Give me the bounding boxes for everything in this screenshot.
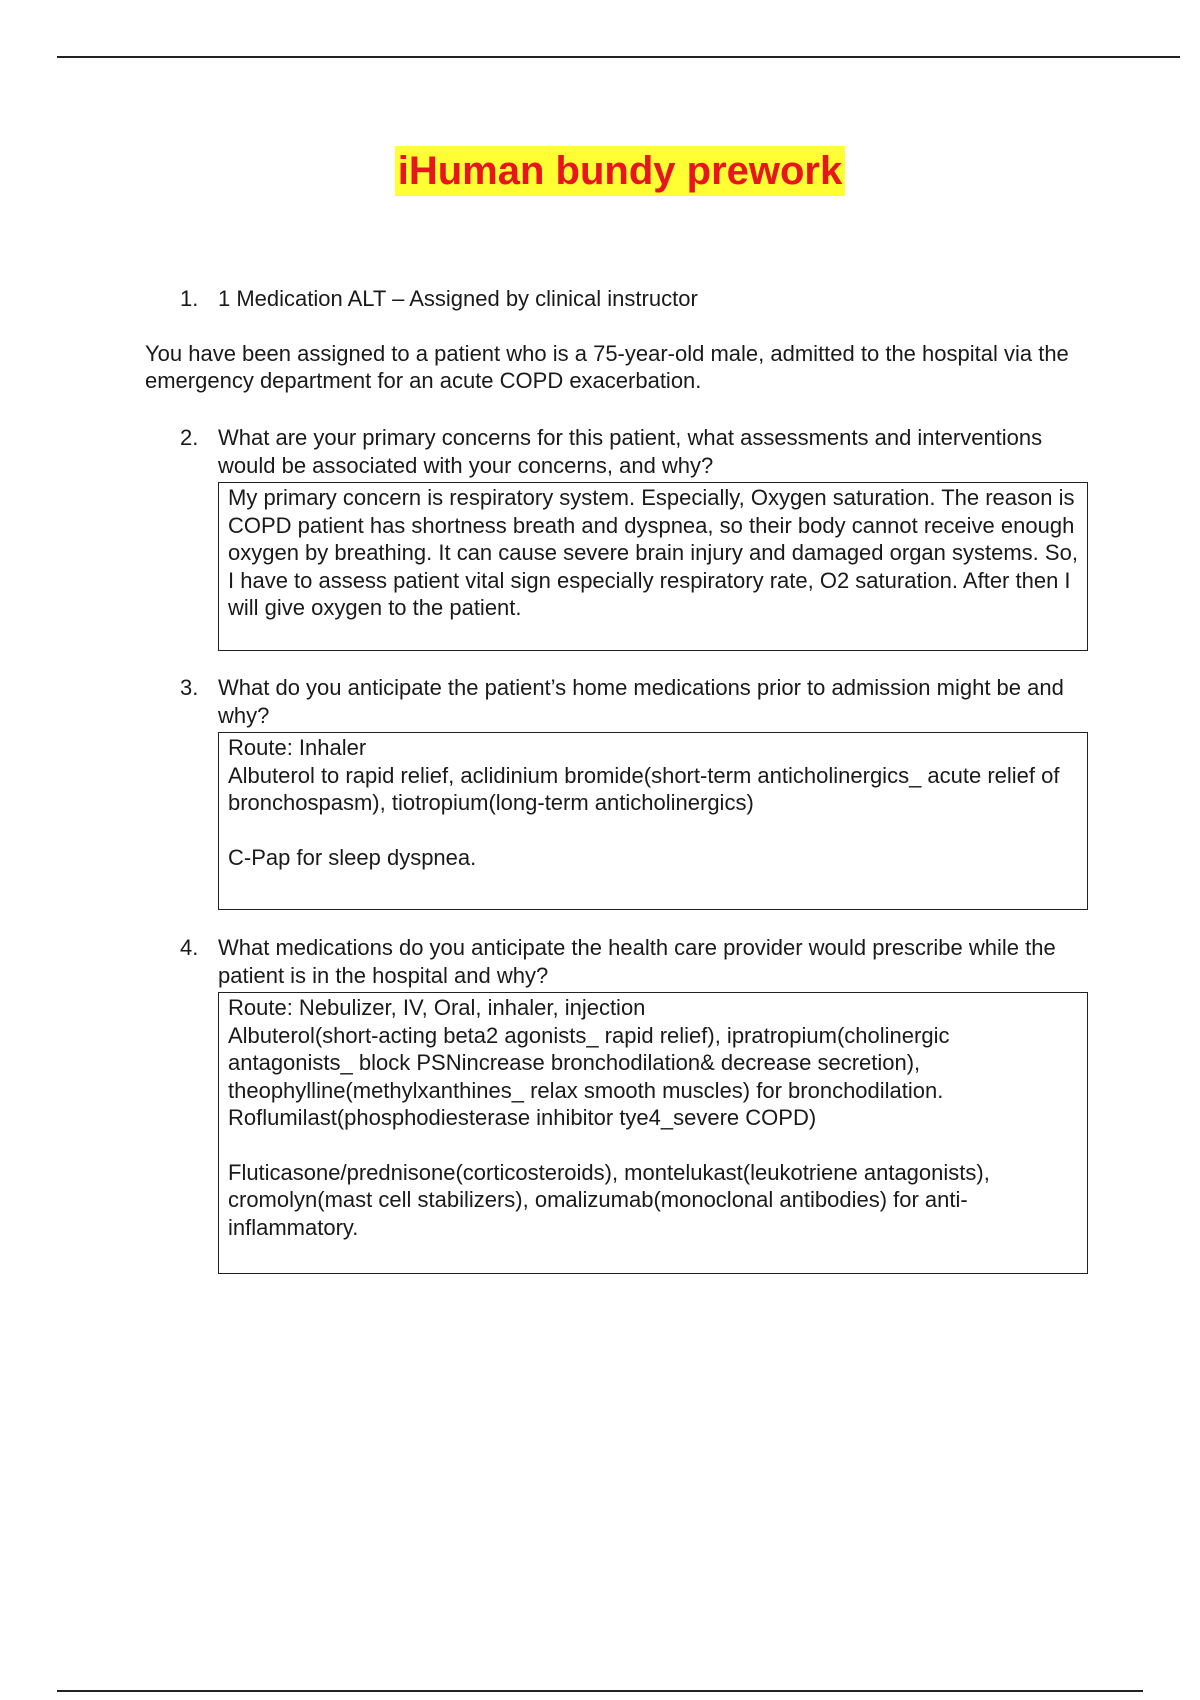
- question-text: What do you anticipate the patient’s home medications prior to admission might be and why?: [218, 675, 1064, 728]
- question-text: What are your primary concerns for this patient, what assessments and interventions would be associated with your concerns, and why?: [218, 425, 1043, 478]
- page-title: iHuman bundy prework: [395, 146, 846, 196]
- item-number: 2.: [180, 425, 199, 450]
- item-number: 1.: [180, 286, 199, 311]
- bottom-rule: [57, 1690, 1143, 1692]
- title-wrap: [0, 146, 1200, 196]
- answer-box-4: [218, 992, 1088, 1274]
- answer-box-2: [218, 482, 1088, 651]
- answer-bronchodilators: Albuterol(short-acting beta2 agonists_ rapid relief), ipratropium(cholinergic antagonists_ block PSNincrease bronchodilation& decrease secretion), theophylline(methylxanthines_ relax smooth muscles) for bronchodilation. Roflumilast(phosphodiesterase inhibitor tye4_severe COPD): [228, 1022, 950, 1130]
- answer-text: My primary concern is respiratory system. Especially, Oxygen saturation. The reason is COPD patient has shortness breath and dyspnea, so their body cannot receive enough oxygen by breathing. It can cause severe brain injury and damaged organ systems. So, I have to assess patient vital sign especially respiratory rate, O2 saturation. After then I will give oxygen to the patient.: [228, 485, 1078, 620]
- item-number: 3.: [180, 675, 199, 700]
- item-text: 1 Medication ALT – Assigned by clinical instructor: [218, 286, 698, 311]
- answer-route: Route: Inhaler: [228, 735, 367, 760]
- answer-meds: Albuterol to rapid relief, aclidinium bromide(short-term anticholinergics_ acute relief of bronchospasm), tiotropium(long-term anticholinergics): [228, 762, 1060, 815]
- answer-route: Route: Nebulizer, IV, Oral, inhaler, injection: [228, 995, 646, 1020]
- answer-box-3: [218, 732, 1088, 910]
- answer-extra: C-Pap for sleep dyspnea.: [228, 844, 477, 870]
- item-number: 4.: [180, 935, 199, 960]
- answer-anti-inflammatory: Fluticasone/prednisone(corticosteroids), montelukast(leukotriene antagonists), cromolyn(mast cell stabilizers), omalizumab(monoclonal antibodies) for anti-inflammatory.: [228, 1159, 990, 1240]
- scenario-paragraph: You have been assigned to a patient who is a 75-year-old male, admitted to the hospital via the emergency department for an acute COPD exacerbation.: [145, 341, 1069, 393]
- top-rule: [57, 56, 1180, 58]
- question-text: What medications do you anticipate the health care provider would prescribe while the patient is in the hospital and why?: [218, 935, 1056, 988]
